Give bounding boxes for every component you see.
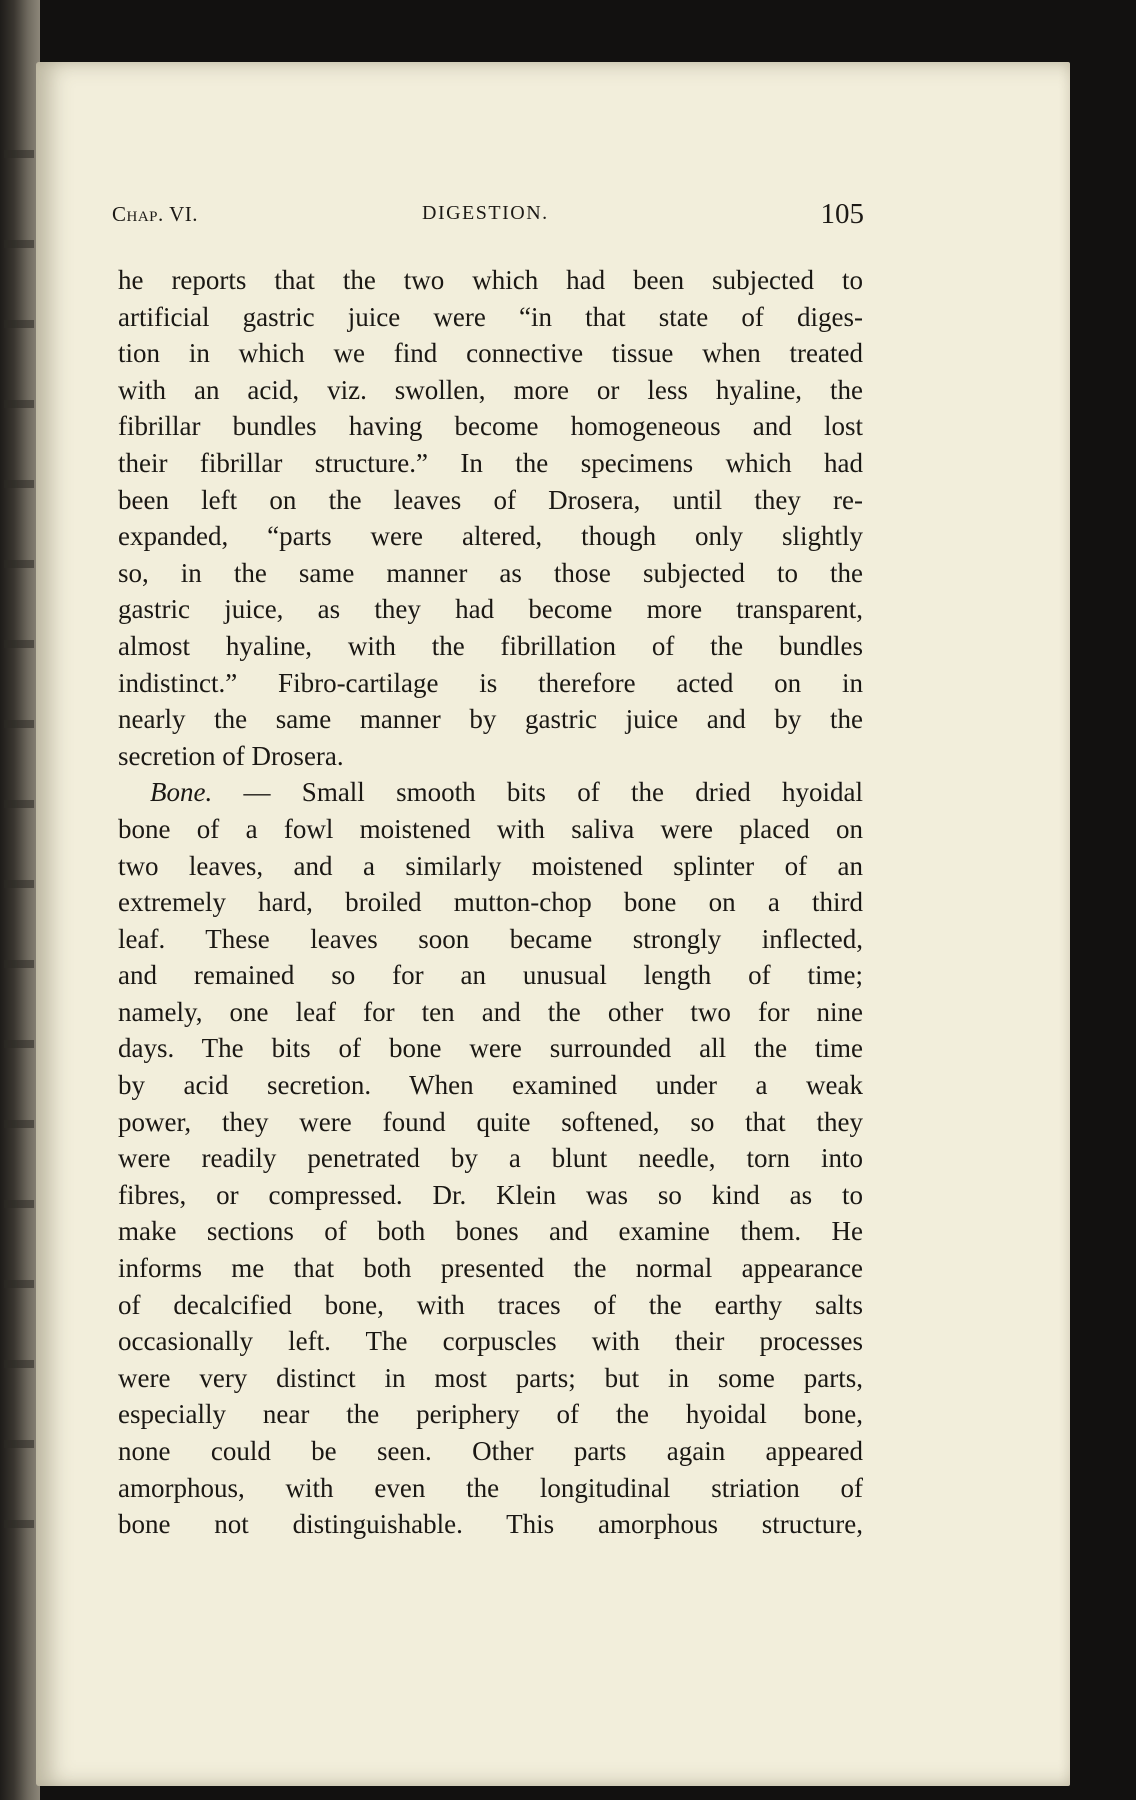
spine-text-fragment bbox=[4, 560, 34, 568]
running-title: DIGESTION. bbox=[422, 202, 549, 224]
book-spine-edge bbox=[0, 0, 40, 1800]
text-line: bone not distinguishable. This amorphous structure, bbox=[118, 1509, 863, 1540]
spine-text-fragment bbox=[4, 720, 34, 728]
running-header bbox=[112, 198, 870, 238]
text-line: two leaves, and a similarly moistened splinter of an bbox=[118, 850, 863, 881]
text-line: fibres, or compressed. Dr. Klein was so kind as to bbox=[118, 1179, 863, 1210]
text-line: with an acid, viz. swollen, more or less hyaline, the bbox=[118, 374, 863, 405]
spine-text-fragment bbox=[4, 1120, 34, 1128]
chapter-label: Chap. VI. bbox=[112, 202, 199, 226]
page-body bbox=[118, 262, 863, 1543]
spine-text-fragment bbox=[4, 1040, 34, 1048]
text-line: almost hyaline, with the fibrillation of the bundles bbox=[118, 630, 863, 661]
section-lead-italic: Bone. bbox=[150, 777, 213, 808]
text-line: of decalcified bone, with traces of the earthy salts bbox=[118, 1289, 863, 1320]
text-line: so, in the same manner as those subjected to the bbox=[118, 557, 863, 588]
text-line: by acid secretion. When examined under a weak bbox=[118, 1070, 863, 1101]
text-line: leaf. These leaves soon became strongly inflected, bbox=[118, 923, 863, 954]
text-line: artificial gastric juice were “in that state of diges- bbox=[118, 301, 863, 332]
text-line: occasionally left. The corpuscles with their processes bbox=[118, 1326, 863, 1357]
text-line: none could be seen. Other parts again appeared bbox=[118, 1436, 863, 1466]
text-line: amorphous, with even the longitudinal striation of bbox=[118, 1472, 863, 1503]
text-line: fibrillar bundles having become homogeneous and lost bbox=[118, 411, 863, 442]
text-line: power, they were found quite softened, so that they bbox=[118, 1106, 863, 1137]
text-line: he reports that the two which had been subjected to bbox=[118, 265, 863, 295]
spine-text-fragment bbox=[4, 320, 34, 328]
spine-text-fragment bbox=[4, 1360, 34, 1368]
page-number: 105 bbox=[820, 198, 864, 230]
spine-text-fragment bbox=[4, 1200, 34, 1208]
text-line: expanded, “parts were altered, though only slightly bbox=[118, 521, 863, 552]
text-line: nearly the same manner by gastric juice and by the bbox=[118, 704, 863, 735]
spine-text-fragment bbox=[4, 880, 34, 888]
spine-text-fragment bbox=[4, 960, 34, 968]
text-line: were very distinct in most parts; but in some parts, bbox=[118, 1362, 863, 1393]
text-line-rest: — Small smooth bits of the dried hyoidal bbox=[212, 777, 863, 808]
text-line: extremely hard, broiled mutton-chop bone on a third bbox=[118, 887, 863, 918]
spine-text-fragment bbox=[4, 800, 34, 808]
text-line: especially near the periphery of the hyoidal bone, bbox=[118, 1399, 863, 1430]
text-line: their fibrillar structure.” In the specimens which had bbox=[118, 447, 863, 478]
text-line: tion in which we find connective tissue when treated bbox=[118, 338, 863, 369]
spine-text-fragment bbox=[4, 240, 34, 248]
spine-text-fragment bbox=[4, 1520, 34, 1528]
text-line: and remained so for an unusual length of time; bbox=[118, 960, 863, 991]
text-line bbox=[118, 774, 863, 811]
paragraph bbox=[118, 262, 863, 774]
spine-text-fragment bbox=[4, 1280, 34, 1288]
paragraph bbox=[118, 774, 863, 1542]
text-line: informs me that both presented the normal appearance bbox=[118, 1253, 863, 1284]
text-line: been left on the leaves of Drosera, until they re- bbox=[118, 484, 863, 515]
spine-text-fragment bbox=[4, 400, 34, 408]
text-line: make sections of both bones and examine them. He bbox=[118, 1216, 863, 1247]
text-line: secretion of Drosera. bbox=[118, 740, 344, 771]
spine-text-fragment bbox=[4, 150, 34, 158]
spine-text-fragment bbox=[4, 1440, 34, 1448]
text-line: days. The bits of bone were surrounded all the time bbox=[118, 1033, 863, 1064]
text-line: indistinct.” Fibro-cartilage is therefore acted on in bbox=[118, 667, 863, 698]
spine-text-fragment bbox=[4, 480, 34, 488]
spine-text-fragment bbox=[4, 640, 34, 648]
text-line: were readily penetrated by a blunt needle, torn into bbox=[118, 1143, 863, 1174]
text-line: gastric juice, as they had become more transparent, bbox=[118, 594, 863, 625]
text-line: namely, one leaf for ten and the other two for nine bbox=[118, 996, 863, 1027]
text-line: bone of a fowl moistened with saliva were placed on bbox=[118, 813, 863, 844]
